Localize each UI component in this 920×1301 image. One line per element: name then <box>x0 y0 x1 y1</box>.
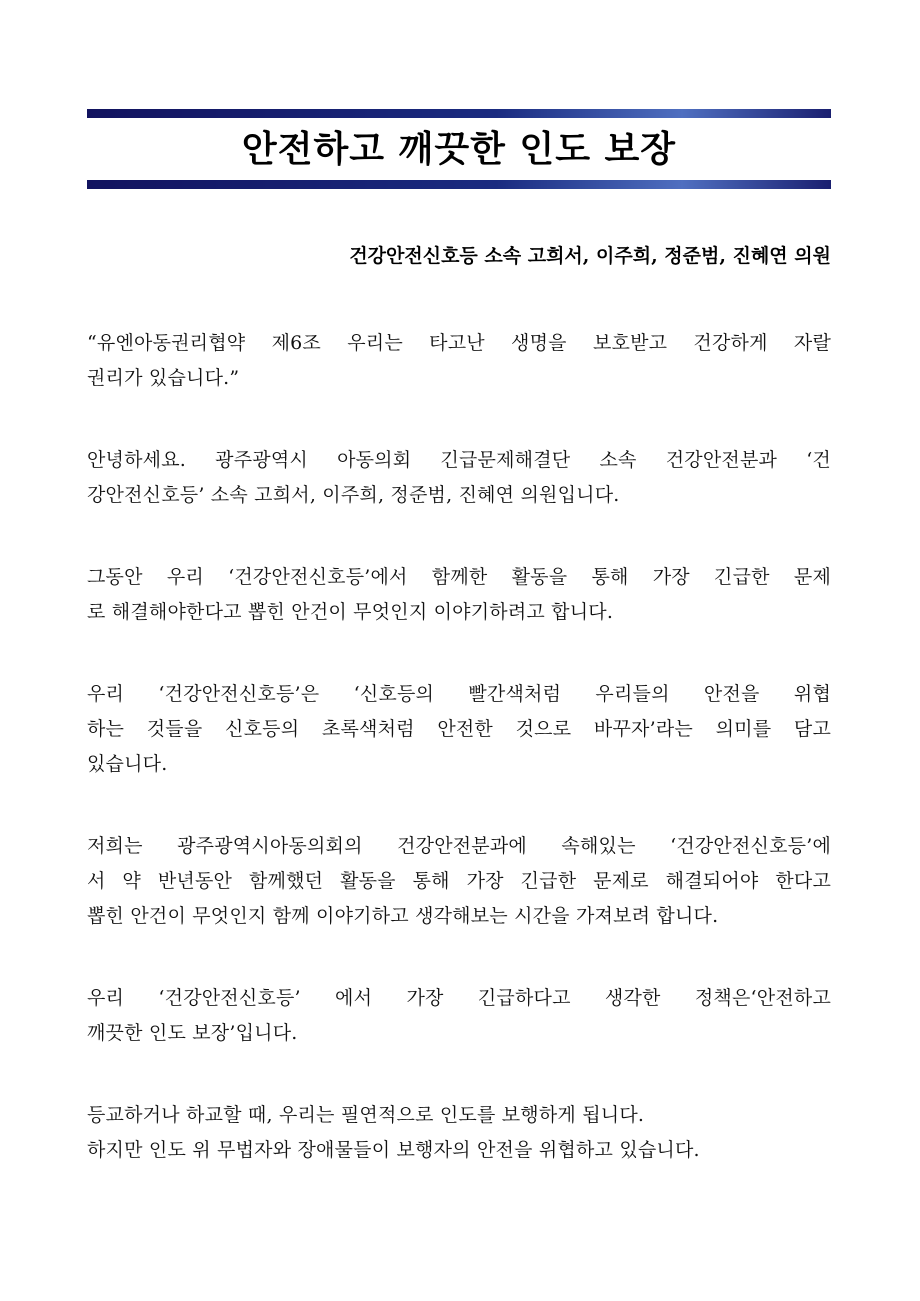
paragraph-line: 하는 것들을 신호등의 초록색처럼 안전한 것으로 바꾸자’라는 의미를 담고 <box>87 718 831 740</box>
paragraph-line: 권리가 있습니다.” <box>87 367 240 389</box>
paragraph-line: 안녕하세요. 광주광역시 아동의회 긴급문제해결단 소속 건강안전분과 ‘건 <box>87 449 831 471</box>
paragraph-line: 우리 ‘건강안전신호등’은 ‘신호등의 빨간색처럼 우리들의 안전을 위협 <box>87 683 831 705</box>
paragraph-meaning <box>87 677 831 782</box>
paragraph-line: 하지만 인도 위 무법자와 장애물들이 보행자의 안전을 위협하고 있습니다. <box>87 1139 700 1161</box>
paragraph-line: 뽑힌 안건이 무엇인지 함께 이야기하고 생각해보는 시간을 가져보려 합니다. <box>87 905 719 927</box>
paragraph-line: 강안전신호등’ 소속 고희서, 이주희, 정준범, 진혜연 의원입니다. <box>87 484 620 506</box>
paragraph-policy <box>87 981 831 1051</box>
title-rule-bottom <box>87 180 831 189</box>
paragraph-greeting <box>87 443 831 513</box>
paragraph-problem <box>87 1098 831 1168</box>
byline: 건강안전신호등 소속 고희서, 이주희, 정준범, 진혜연 의원 <box>349 245 831 267</box>
paragraph-line: 등교하거나 하교할 때, 우리는 필연적으로 인도를 보행하게 됩니다. <box>87 1104 645 1126</box>
page-title: 안전하고 깨끗한 인도 보장 <box>241 129 677 170</box>
paragraph-quote <box>87 326 831 396</box>
paragraph-purpose <box>87 829 831 934</box>
title-rule-top <box>87 109 831 118</box>
paragraph-line: 로 해결해야한다고 뽑힌 안건이 무엇인지 이야기하려고 합니다. <box>87 601 614 623</box>
paragraph-line: 저희는 광주광역시아동의회의 건강안전분과에 속해있는 ‘건강안전신호등’에 <box>87 835 831 857</box>
paragraph-line: 있습니다. <box>87 753 168 775</box>
paragraph-line: “유엔아동권리협약 제6조 우리는 타고난 생명을 보호받고 건강하게 자랄 <box>87 332 831 354</box>
paragraph-line: 그동안 우리 ‘건강안전신호등’에서 함께한 활동을 통해 가장 긴급한 문제 <box>87 566 831 588</box>
paragraph-line: 깨끗한 인도 보장’입니다. <box>87 1022 298 1044</box>
paragraph-line: 서 약 반년동안 함께했던 활동을 통해 가장 긴급한 문제로 해결되어야 한다고 <box>87 870 831 892</box>
document-body <box>87 326 831 1168</box>
paragraph-line: 우리 ‘건강안전신호등’ 에서 가장 긴급하다고 생각한 정책은‘안전하고 <box>87 987 831 1009</box>
paragraph-intro <box>87 560 831 630</box>
